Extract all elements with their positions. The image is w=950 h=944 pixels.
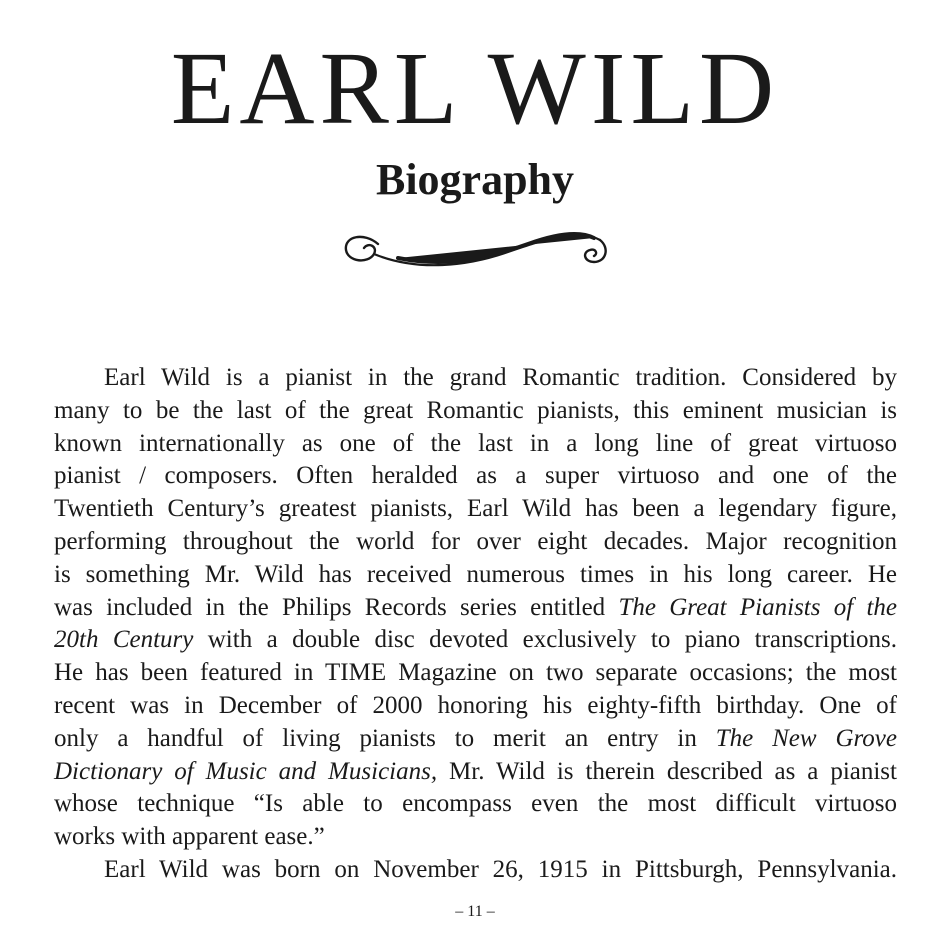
- italic-title: The Great Pianists of the: [618, 593, 898, 621]
- text-line: [54, 723, 897, 756]
- text-run: only a handful of living pianists to merit an entry in: [54, 724, 716, 752]
- text-line: [54, 624, 897, 657]
- text-run: was included in the Philips Records series entitled: [54, 593, 619, 621]
- text-line: Earl Wild is a pianist in the grand Romantic tradition. Considered by: [104, 364, 897, 391]
- page-number: – 11 –: [455, 903, 495, 920]
- text-line: whose technique “Is able to encompass even the most difficult virtuoso: [54, 790, 897, 818]
- text-line: known internationally as one of the last in a long line of great virtuoso: [54, 429, 897, 457]
- text-line: pianist / composers. Often heralded as a super virtuoso and one of the: [54, 462, 897, 490]
- italic-title: 20th Century: [54, 626, 194, 654]
- italic-title: The New Grove: [715, 724, 898, 752]
- italic-title: Dictionary of Music and Musicians,: [54, 757, 438, 785]
- text-line: many to be the last of the great Romantic pianists, this eminent musician is: [54, 396, 897, 424]
- text-run: Mr. Wild is therein described as a pianist: [437, 757, 897, 785]
- text-line: [54, 592, 897, 625]
- text-run: with a double disc devoted exclusively to piano transcriptions.: [193, 626, 897, 654]
- page-title: EARL WILD: [170, 31, 780, 146]
- biography-paragraph: [54, 362, 897, 887]
- text-line: performing throughout the world for over eight decades. Major recognition: [54, 527, 897, 555]
- text-line: He has been featured in TIME Magazine on two separate occasions; the most: [54, 659, 897, 687]
- text-line: is something Mr. Wild has received numerous times in his long career. He: [54, 560, 897, 588]
- text-line: [54, 756, 897, 789]
- text-line: recent was in December of 2000 honoring his eighty-fifth birthday. One of: [54, 691, 897, 719]
- text-line: Earl Wild was born on November 26, 1915 in Pittsburgh, Pennsylvania.: [104, 855, 897, 883]
- text-line: Twentieth Century’s greatest pianists, Earl Wild has been a legendary figure,: [54, 495, 897, 523]
- flourish-divider-icon: [338, 222, 612, 272]
- text-line: works with apparent ease.”: [54, 823, 325, 851]
- page-subtitle: Biography: [375, 155, 575, 204]
